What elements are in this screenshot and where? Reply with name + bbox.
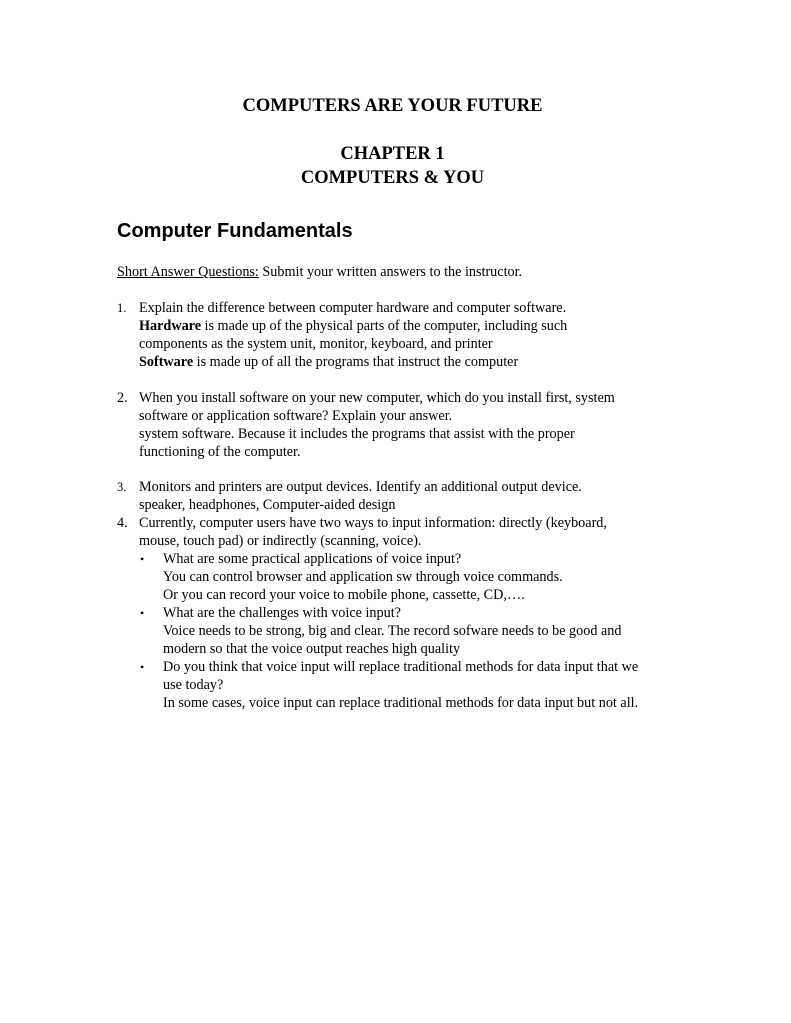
bullet-list — [139, 550, 699, 712]
sub-question: use today? — [163, 677, 224, 693]
answer-line — [139, 353, 699, 371]
list-item — [139, 604, 699, 658]
list-item — [139, 658, 699, 712]
question-number: 1. — [117, 301, 127, 315]
chapter-title: COMPUTERS & YOU — [300, 168, 485, 188]
question-text: software or application software? Explain your answer. — [139, 408, 453, 424]
answer-line: modern so that the voice output reaches high quality — [163, 641, 461, 657]
instructions-label: Short Answer Questions: — [117, 264, 259, 280]
question-number: 2. — [117, 390, 128, 406]
question-content — [139, 478, 699, 514]
question-content — [139, 389, 699, 461]
section-heading: Computer Fundamentals — [117, 220, 353, 242]
list-item — [139, 550, 699, 604]
question-number: 4. — [117, 515, 128, 531]
answer-line: You can control browser and application sw through voice commands. — [163, 569, 563, 585]
question-text: mouse, touch pad) or indirectly (scanning, voice). — [139, 533, 422, 549]
question-number: 3. — [117, 480, 127, 494]
term-software: Software — [139, 354, 194, 370]
answer-line: system software. Because it includes the programs that assist with the proper — [139, 426, 575, 442]
answer-line: components as the system unit, monitor, keyboard, and printer — [139, 336, 493, 352]
sub-question: What are some practical applications of voice input? — [163, 551, 462, 567]
answer-text: is made up of the physical parts of the computer, including such — [201, 318, 568, 334]
bullet-icon: • — [140, 606, 145, 620]
answer-line: speaker, headphones, Computer-aided design — [139, 497, 396, 513]
question-text: Monitors and printers are output devices. Identify an additional output device. — [139, 479, 582, 495]
question-text: Currently, computer users have two ways to input information: directly (keyboard, — [139, 515, 607, 531]
question-content — [139, 299, 699, 371]
question-text: Explain the difference between computer hardware and computer software. — [139, 300, 567, 316]
chapter-number: CHAPTER 1 — [340, 144, 445, 164]
term-hardware: Hardware — [139, 318, 201, 334]
answer-line: functioning of the computer. — [139, 444, 301, 460]
answer-line — [139, 317, 699, 335]
question-content — [139, 514, 699, 712]
sub-question: What are the challenges with voice input? — [163, 605, 401, 621]
answer-line: In some cases, voice input can replace traditional methods for data input but not all. — [163, 695, 639, 711]
book-title: COMPUTERS ARE YOUR FUTURE — [242, 96, 543, 116]
instructions — [117, 263, 522, 281]
bullet-icon: • — [140, 552, 145, 566]
sub-question: Do you think that voice input will replace traditional methods for data input that we — [163, 659, 639, 675]
bullet-icon: • — [140, 660, 145, 674]
answer-line: Voice needs to be strong, big and clear. The record sofware needs to be good and — [163, 623, 622, 639]
answer-line: Or you can record your voice to mobile phone, cassette, CD,…. — [163, 587, 525, 603]
answer-text: is made up of all the programs that instruct the computer — [193, 354, 519, 370]
question-text: When you install software on your new computer, which do you install first, system — [139, 390, 615, 406]
instructions-text: Submit your written answers to the instructor. — [258, 264, 523, 280]
